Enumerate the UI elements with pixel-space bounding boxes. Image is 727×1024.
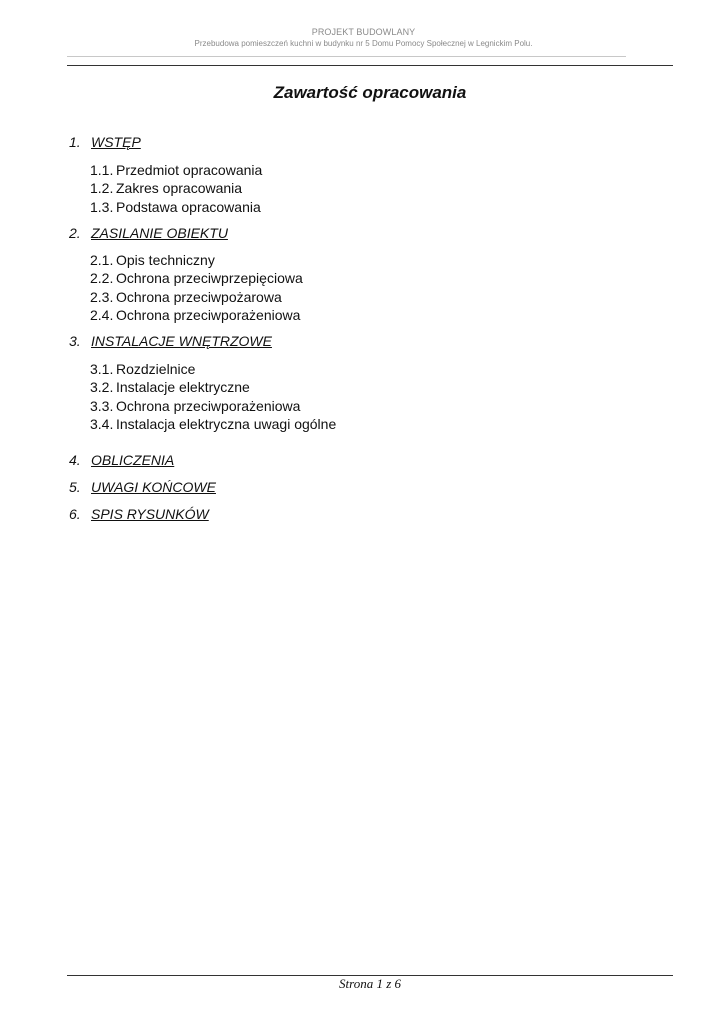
- toc-section-3-items: [90, 360, 336, 433]
- toc-item-number: 2.4.: [90, 306, 114, 323]
- toc-item-number: 3.3.: [90, 397, 114, 414]
- toc-item-label: Instalacja elektryczna uwagi ogólne: [116, 415, 337, 432]
- toc-item-number: 3.4.: [90, 415, 114, 432]
- toc-section-number: 3.: [69, 333, 81, 349]
- toc-section-4: [69, 451, 174, 469]
- header-divider-thin: [67, 56, 626, 57]
- toc-section-label: UWAGI KOŃCOWE: [91, 479, 216, 495]
- toc-item-label: Ochrona przeciwporażeniowa: [116, 306, 301, 323]
- toc-section-number: 2.: [69, 225, 81, 241]
- toc-section-label: SPIS RYSUNKÓW: [91, 506, 209, 522]
- toc-section-2: [69, 224, 228, 242]
- header-title: PROJEKT BUDOWLANY: [311, 27, 416, 37]
- toc-item-number: 1.1.: [90, 162, 114, 178]
- toc-section-number: 6.: [69, 506, 81, 522]
- toc-item-number: 3.1.: [90, 361, 114, 377]
- header-divider: [67, 65, 673, 66]
- toc-item-label: Podstawa opracowania: [116, 198, 261, 215]
- toc-item: [90, 179, 262, 197]
- toc-item-label: Opis techniczny: [116, 252, 215, 268]
- toc-item-label: Ochrona przeciwpożarowa: [116, 288, 282, 305]
- toc-section-label: OBLICZENIA: [91, 452, 175, 468]
- toc-section-3: [69, 332, 272, 350]
- toc-item-label: Instalacje elektryczne: [116, 379, 250, 396]
- toc-item: [90, 415, 336, 433]
- toc-item: [90, 269, 303, 287]
- toc-section-label: ZASILANIE OBIEKTU: [91, 225, 228, 241]
- document-title: Zawartość opracowania: [273, 83, 467, 102]
- page-header: [0, 27, 727, 49]
- toc-item-label: Zakres opracowania: [116, 180, 243, 197]
- header-subtitle: Przebudowa pomieszczeń kuchni w budynku nr 5 Domu Pomocy Społecznej w Legnickim Polu.: [194, 39, 533, 48]
- toc-section-label: INSTALACJE WNĘTRZOWE: [91, 333, 272, 349]
- toc-section-number: 1.: [69, 134, 81, 150]
- toc-section-number: 4.: [69, 452, 81, 468]
- toc-item-number: 2.2.: [90, 270, 114, 287]
- toc-section-2-items: [90, 251, 303, 324]
- page-number: Strona 1 z 6: [339, 976, 401, 991]
- toc-item-number: 3.2.: [90, 379, 114, 396]
- toc-section-label: WSTĘP: [91, 134, 141, 150]
- toc-item: [90, 306, 303, 324]
- toc-item: [90, 397, 336, 415]
- toc-item-number: 1.3.: [90, 198, 114, 215]
- toc-item: [90, 251, 303, 269]
- toc-item-label: Rozdzielnice: [116, 361, 196, 377]
- toc-item-number: 1.2.: [90, 180, 114, 197]
- toc-item-label: Ochrona przeciwporażeniowa: [116, 397, 301, 414]
- toc-item-number: 2.1.: [90, 252, 114, 268]
- toc-section-1: [69, 133, 141, 151]
- toc-item: [90, 288, 303, 306]
- toc-item-label: Ochrona przeciwprzepięciowa: [116, 270, 303, 287]
- toc-item: [90, 198, 262, 216]
- toc-section-number: 5.: [69, 479, 81, 495]
- toc-item: [90, 360, 336, 378]
- toc-item: [90, 378, 336, 396]
- toc-item-number: 2.3.: [90, 288, 114, 305]
- toc-section-5: [69, 478, 216, 496]
- toc-item: [90, 161, 262, 179]
- toc-section-6: [69, 505, 209, 523]
- toc-item-label: Przedmiot opracowania: [116, 162, 263, 178]
- toc-section-1-items: [90, 161, 262, 216]
